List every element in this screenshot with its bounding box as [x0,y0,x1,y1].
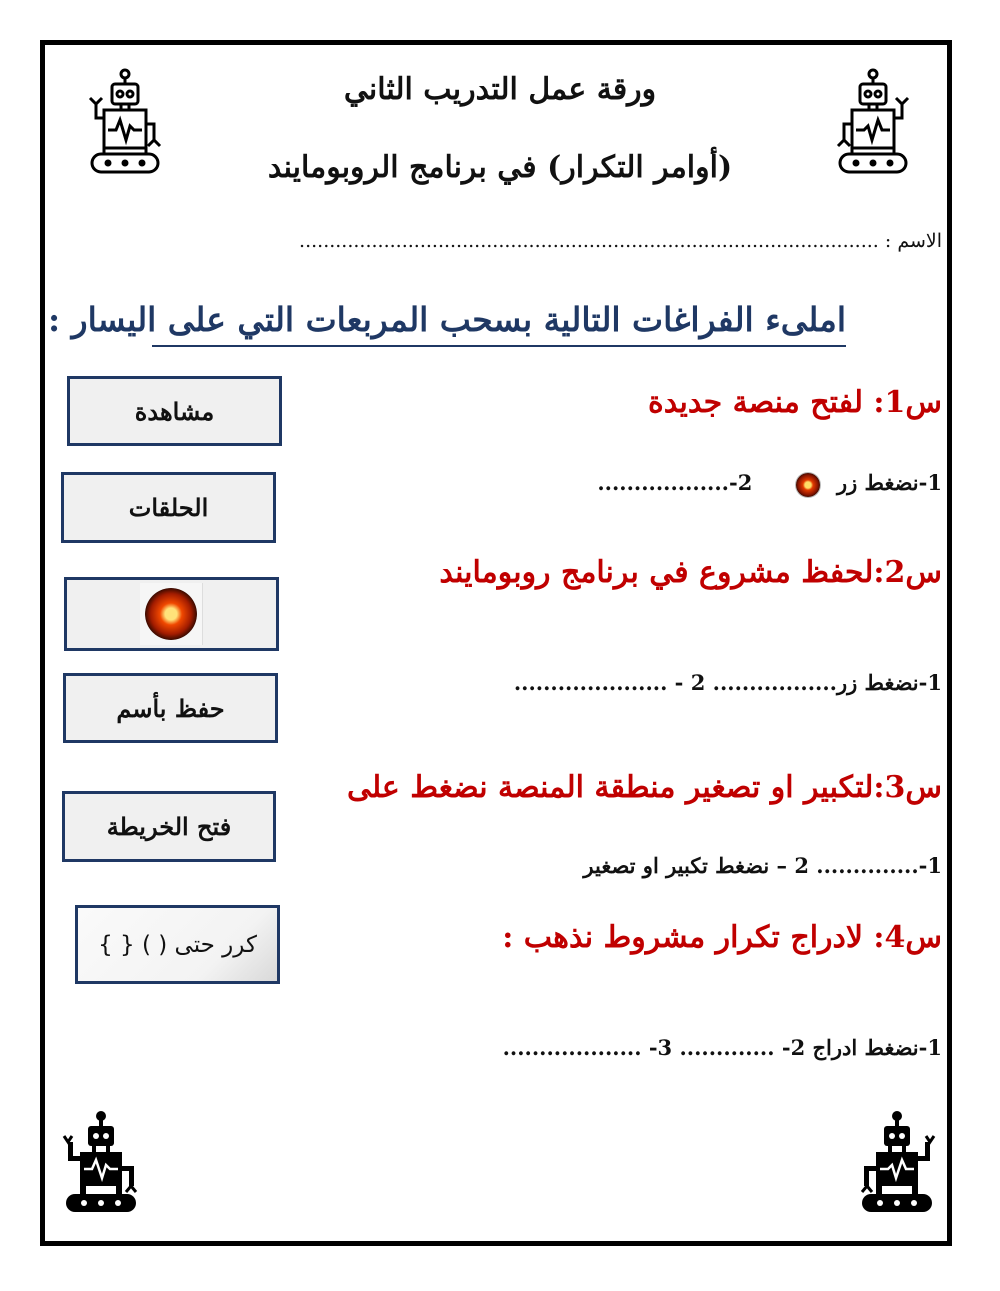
worksheet-subtitle: (أوامر التكرار) في برنامج الروبومايند [267,150,733,185]
record-button-icon [796,473,820,497]
name-blank: ................................................................................................ [299,230,879,252]
instruction-text: املىء الفراغات التالية بسحب المربعات التي على اليسار : [152,300,846,347]
worksheet-title: ورقة عمل التدريب الثاني [343,72,657,107]
tile-record-button[interactable] [64,577,279,651]
question-1-line: 1-نضغط زر 2-.................. [597,470,942,495]
tile-save-as[interactable]: حفظ بأسم [63,673,278,743]
tile-open-map[interactable]: فتح الخريطة [62,791,276,862]
question-1-heading: س1: لفتح منصة جديدة [648,385,942,420]
robot-filled-icon [62,1110,140,1214]
question-4-line[interactable]: 1-نضغط ادراج 2- ............. 3- ................... [502,1035,942,1060]
question-2-heading: س2:لحفظ مشروع في برنامج روبومايند [439,555,942,590]
name-label: الاسم : [884,230,942,252]
question-3-line[interactable]: 1-.............. 2 – نضغط تكبير او تصغير [583,853,942,878]
record-button-icon [145,588,197,640]
question-2-line[interactable]: 1-نضغط زر................. 2 - ..................... [513,670,942,695]
question-1-blank[interactable]: 2-.................. [597,470,753,495]
tile-repeat-until[interactable]: كرر حتى ( ) { } [75,905,280,984]
robot-filled-icon [858,1110,936,1214]
tile-watch[interactable]: مشاهدة [67,376,282,446]
question-3-heading: س3:لتكبير او تصغير منطقة المنصة نضغط على [346,770,942,805]
student-name-row [299,230,942,252]
tile-loops[interactable]: الحلقات [61,472,276,543]
question-4-heading: س4: لادراج تكرار مشروط نذهب : [502,920,942,955]
